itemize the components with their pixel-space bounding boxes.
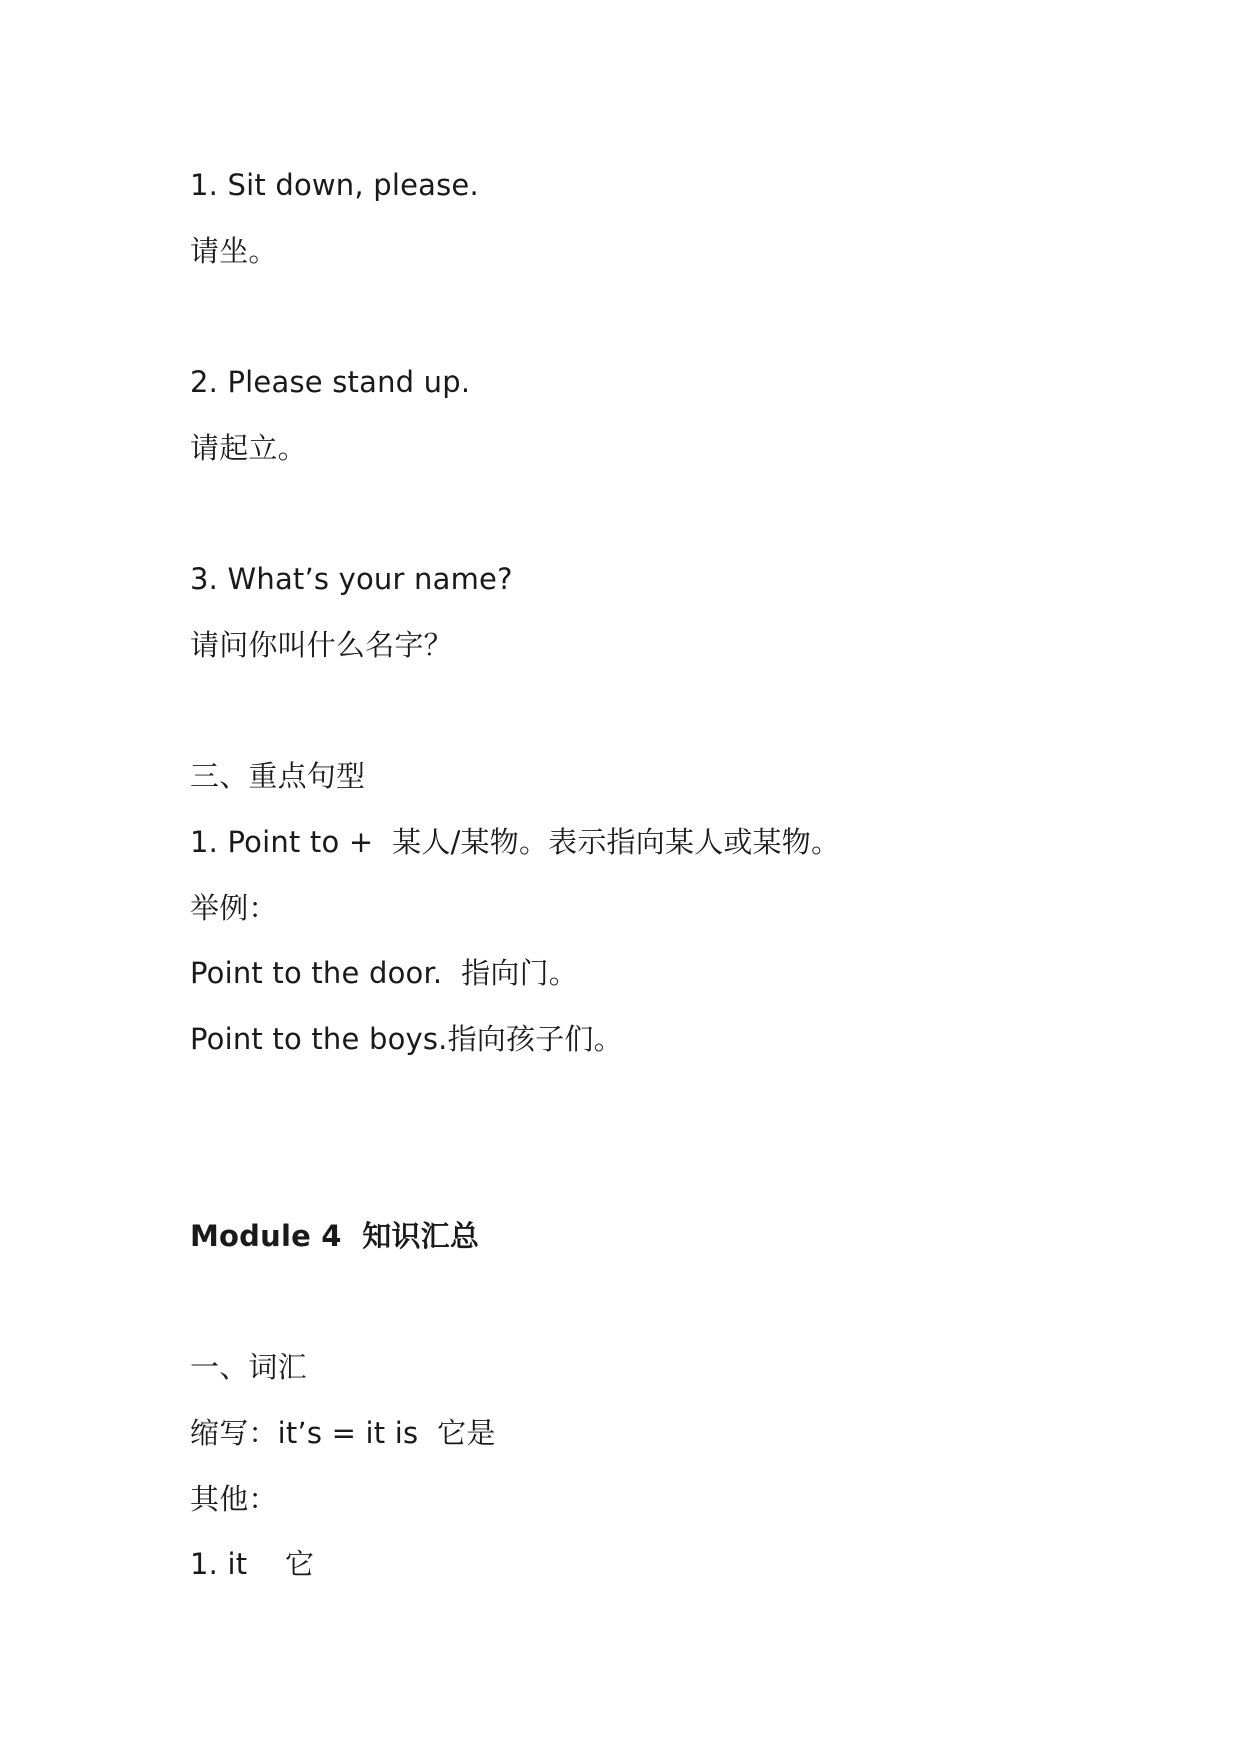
abbreviation-line: 缩写：it’s = it is 它是 <box>190 1416 496 1450</box>
translation-stand-up: 请起立。 <box>190 431 307 465</box>
translation-sit-down: 请坐。 <box>190 234 278 268</box>
vocabulary-item-it: 1. it 它 <box>190 1547 315 1581</box>
other-label: 其他： <box>190 1482 278 1516</box>
example-label: 举例： <box>190 891 278 925</box>
sentence-pattern-point-to: 1. Point to + 某人/某物。表示指向某人或某物。 <box>190 825 841 859</box>
translation-whats-your-name: 请问你叫什么名字？ <box>190 628 453 662</box>
example-point-to-boys: Point to the boys.指向孩子们。 <box>190 1022 623 1056</box>
section-heading-vocabulary: 一、词汇 <box>190 1350 307 1384</box>
sentence-sit-down: 1. Sit down, please. <box>190 168 479 202</box>
sentence-stand-up: 2. Please stand up. <box>190 365 471 399</box>
example-point-to-door: Point to the door. 指向门。 <box>190 956 578 990</box>
section-heading-key-sentences: 三、重点句型 <box>190 759 366 793</box>
module-title: Module 4 知识汇总 <box>190 1219 480 1253</box>
sentence-whats-your-name: 3. What’s your name? <box>190 562 513 596</box>
